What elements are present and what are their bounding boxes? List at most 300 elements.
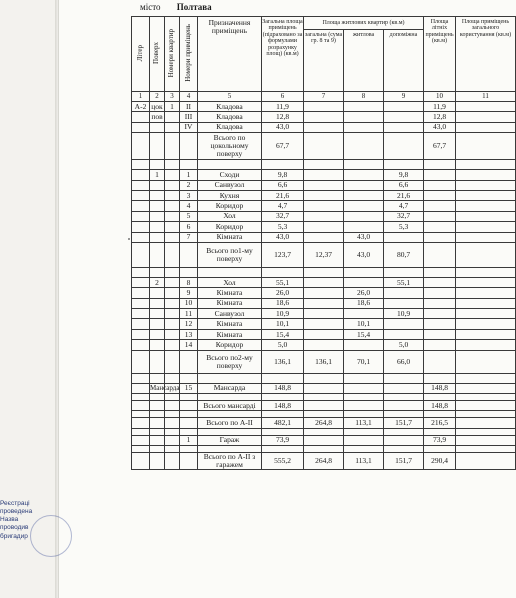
table-row [132, 329, 516, 339]
empty-cell [304, 411, 344, 418]
empty-cell [165, 428, 180, 435]
empty-cell [198, 373, 262, 383]
col-number: 2 [150, 92, 165, 102]
empty-cell [304, 394, 344, 401]
summer-cell: 216,5 [424, 418, 456, 428]
empty-cell [344, 373, 384, 383]
living-cell [344, 201, 384, 211]
auxiliary-cell [384, 329, 424, 339]
liter-cell: А-2 [132, 102, 150, 112]
apt-cell [165, 242, 180, 267]
auxiliary-cell [384, 298, 424, 308]
floor-cell: Мансарда [150, 383, 180, 392]
col-total-area: Загальна площа приміщень (підраховано за формулами розрахунку площ) (кв.м) [262, 17, 304, 92]
empty-cell [132, 446, 150, 453]
table-row [132, 232, 516, 242]
liter-cell [132, 170, 150, 180]
col-liter: Літер [132, 17, 150, 92]
liter-cell [132, 453, 150, 470]
summer-cell [424, 232, 456, 242]
nonresidential-cell [456, 180, 516, 190]
floor-cell [150, 222, 165, 232]
table-row [132, 222, 516, 232]
total-area-cell: 5,0 [262, 340, 304, 350]
total-area-cell: 43,0 [262, 122, 304, 132]
room-no-cell: 8 [180, 277, 198, 287]
liter-cell [132, 435, 150, 445]
col-number: 6 [262, 92, 304, 102]
apt-total-cell [304, 319, 344, 329]
floor-cell [150, 350, 165, 373]
note-line: Назва [0, 516, 19, 524]
apt-total-cell [304, 112, 344, 122]
empty-cell [165, 446, 180, 453]
empty-cell [132, 411, 150, 418]
empty-cell [150, 394, 165, 401]
nonresidential-cell [456, 242, 516, 267]
living-cell: 43,0 [344, 232, 384, 242]
empty-cell [304, 428, 344, 435]
margin-registration-note [0, 500, 60, 541]
nonresidential-cell [456, 190, 516, 200]
col-number: 7 [304, 92, 344, 102]
total-area-cell: 10,1 [262, 319, 304, 329]
empty-cell [132, 160, 150, 170]
empty-cell [424, 160, 456, 170]
apt-total-cell [304, 277, 344, 287]
purpose-cell: Кімната [198, 288, 262, 298]
apt-cell [165, 319, 180, 329]
empty-cell [384, 394, 424, 401]
purpose-cell: Коридор [198, 340, 262, 350]
purpose-cell: Хол [198, 211, 262, 221]
total-area-cell: 18,6 [262, 298, 304, 308]
table-row [132, 112, 516, 122]
living-cell [344, 112, 384, 122]
liter-cell [132, 350, 150, 373]
apt-total-cell [304, 435, 344, 445]
living-cell [344, 222, 384, 232]
table-row [132, 211, 516, 221]
purpose-cell: Кладова [198, 102, 262, 112]
apt-total-cell: 136,1 [304, 350, 344, 373]
liter-cell [132, 418, 150, 428]
summer-cell [424, 298, 456, 308]
room-no-cell: 3 [180, 190, 198, 200]
apt-total-cell [304, 340, 344, 350]
auxiliary-cell [384, 232, 424, 242]
summer-cell [424, 277, 456, 287]
table-body [132, 102, 516, 470]
note-line: проведена [0, 508, 33, 516]
apt-cell [165, 435, 180, 445]
table-row [132, 170, 516, 180]
note-line: Реєстраці [0, 500, 30, 507]
room-no-cell: 5 [180, 211, 198, 221]
auxiliary-cell [384, 319, 424, 329]
nonresidential-cell [456, 222, 516, 232]
apt-total-cell [304, 170, 344, 180]
empty-cell [344, 428, 384, 435]
empty-cell [304, 267, 344, 277]
empty-cell [424, 446, 456, 453]
liter-cell [132, 180, 150, 190]
auxiliary-cell: 10,9 [384, 309, 424, 319]
empty-cell [150, 411, 165, 418]
purpose-cell: Гараж [198, 435, 262, 445]
liter-cell [132, 309, 150, 319]
total-area-cell: 6,6 [262, 180, 304, 190]
total-area-cell: 12,8 [262, 112, 304, 122]
empty-cell [132, 267, 150, 277]
floor-cell: 2 [150, 277, 165, 287]
apt-total-cell [304, 133, 344, 160]
purpose-cell: Мансарда [198, 383, 262, 393]
purpose-cell: Кімната [198, 319, 262, 329]
apt-cell [165, 190, 180, 200]
living-cell: 70,1 [344, 350, 384, 373]
living-cell [344, 133, 384, 160]
living-cell [344, 190, 384, 200]
living-cell: 15,4 [344, 329, 384, 339]
col-purpose: Призначення приміщень [198, 17, 262, 92]
empty-cell [262, 160, 304, 170]
floor-cell [150, 319, 165, 329]
auxiliary-cell [384, 122, 424, 132]
empty-cell [180, 411, 198, 418]
room-no-cell: 13 [180, 329, 198, 339]
summer-cell: 43,0 [424, 122, 456, 132]
apt-total-cell [304, 401, 344, 411]
empty-cell [150, 446, 165, 453]
floor-cell [150, 190, 165, 200]
empty-cell [456, 267, 516, 277]
document-header [140, 2, 212, 12]
table-row [132, 350, 516, 373]
nonresidential-cell [456, 309, 516, 319]
total-area-cell: 73,9 [262, 435, 304, 445]
col-room-no: Номери приміщень [180, 17, 198, 92]
room-no-cell: 1 [180, 435, 198, 445]
total-area-cell: 5,3 [262, 222, 304, 232]
room-no-cell: 10 [180, 298, 198, 308]
auxiliary-cell [384, 102, 424, 112]
empty-cell [344, 446, 384, 453]
apt-total-cell: 264,8 [304, 453, 344, 470]
nonresidential-cell [456, 319, 516, 329]
table-row [132, 133, 516, 160]
table-row [132, 418, 516, 428]
empty-cell [150, 267, 165, 277]
apt-cell [165, 222, 180, 232]
nonresidential-cell [456, 329, 516, 339]
auxiliary-cell: 21,6 [384, 190, 424, 200]
apt-total-cell [304, 122, 344, 132]
auxiliary-cell: 151,7 [384, 418, 424, 428]
liter-cell [132, 201, 150, 211]
apt-cell [165, 201, 180, 211]
living-cell [344, 401, 384, 411]
auxiliary-cell [384, 112, 424, 122]
summer-cell [424, 319, 456, 329]
floor-cell [150, 201, 165, 211]
total-area-cell: 15,4 [262, 329, 304, 339]
summer-cell: 12,8 [424, 112, 456, 122]
column-number-row [132, 92, 516, 102]
floor-cell: цок [151, 101, 163, 111]
empty-cell [198, 428, 262, 435]
summer-cell [424, 329, 456, 339]
apt-total-cell [304, 232, 344, 242]
empty-cell [304, 373, 344, 383]
total-area-cell: 123,7 [262, 242, 304, 267]
living-cell: 18,6 [344, 298, 384, 308]
city-label: місто [140, 2, 161, 12]
total-area-cell: 10,9 [262, 309, 304, 319]
purpose-cell: Кладова [198, 122, 262, 132]
auxiliary-cell: 9,8 [384, 170, 424, 180]
living-cell [344, 170, 384, 180]
apt-total-cell [304, 222, 344, 232]
empty-cell [262, 267, 304, 277]
empty-cell [384, 267, 424, 277]
empty-cell [424, 428, 456, 435]
room-no-cell: 1 [180, 170, 198, 180]
floor-cell [150, 242, 165, 267]
room-no-cell: III [180, 112, 198, 122]
purpose-cell: Коридор [198, 222, 262, 232]
room-no-cell: IV [180, 122, 198, 132]
apt-total-cell [304, 329, 344, 339]
apt-total-cell [304, 298, 344, 308]
liter-cell [132, 383, 150, 393]
living-cell [344, 277, 384, 287]
total-area-cell: 43,0 [262, 232, 304, 242]
scan-speck [128, 238, 130, 240]
summer-cell [424, 201, 456, 211]
empty-cell [262, 446, 304, 453]
room-no-cell: II [180, 102, 198, 112]
empty-cell [304, 160, 344, 170]
summer-cell [424, 222, 456, 232]
room-no-cell: 9 [180, 288, 198, 298]
table-row [132, 453, 516, 470]
col-number: 10 [424, 92, 456, 102]
purpose-cell: Кімната [198, 232, 262, 242]
spacer-row [132, 267, 516, 277]
liter-cell [132, 340, 150, 350]
purpose-cell: Кухня [198, 190, 262, 200]
summer-cell: 67,7 [424, 133, 456, 160]
empty-cell [150, 373, 165, 383]
total-area-cell: 4,7 [262, 201, 304, 211]
purpose-cell: Всього по цокольному поверху [198, 133, 262, 160]
purpose-cell: Кімната [198, 298, 262, 308]
empty-cell [132, 428, 150, 435]
living-cell [344, 102, 384, 112]
apt-total-cell [304, 190, 344, 200]
floor-cell [150, 309, 165, 319]
col-number: 5 [198, 92, 262, 102]
empty-cell [198, 160, 262, 170]
floor-cell [150, 329, 165, 339]
auxiliary-cell: 4,7 [384, 201, 424, 211]
apt-cell [165, 277, 180, 287]
total-area-cell: 21,6 [262, 190, 304, 200]
apt-cell [165, 340, 180, 350]
table-row [132, 201, 516, 211]
table-header-row [132, 17, 516, 30]
empty-cell [198, 411, 262, 418]
table-row [132, 288, 516, 298]
spacer-row [132, 373, 516, 383]
auxiliary-cell [384, 435, 424, 445]
empty-cell [304, 446, 344, 453]
table-row [132, 435, 516, 445]
table-row [132, 122, 516, 132]
col-number: 8 [344, 92, 384, 102]
nonresidential-cell [456, 201, 516, 211]
total-area-cell: 136,1 [262, 350, 304, 373]
nonresidential-cell [456, 401, 516, 411]
liter-cell [132, 329, 150, 339]
apt-total-cell [304, 102, 344, 112]
nonresidential-cell [456, 211, 516, 221]
empty-cell [165, 394, 180, 401]
col-nonresidential: Площа приміщень загального користування (кв.м) [456, 17, 516, 92]
apt-total-cell [304, 180, 344, 190]
city-name: Полтава [176, 2, 212, 12]
summer-cell [424, 170, 456, 180]
col-number: 3 [165, 92, 180, 102]
apt-cell [165, 133, 180, 160]
table-row [132, 102, 516, 112]
apt-cell [165, 180, 180, 190]
nonresidential-cell [456, 453, 516, 470]
floor-cell [150, 133, 165, 160]
col-living: житлова [344, 30, 384, 92]
empty-cell [384, 160, 424, 170]
apt-cell [165, 309, 180, 319]
total-area-cell: 11,9 [262, 102, 304, 112]
purpose-cell: Сходи [198, 170, 262, 180]
floor-cell [150, 288, 165, 298]
empty-cell [180, 446, 198, 453]
total-area-cell: 9,8 [262, 170, 304, 180]
room-no-cell [180, 453, 198, 470]
nonresidential-cell [456, 122, 516, 132]
room-no-cell [180, 401, 198, 411]
purpose-cell: Коридор [198, 201, 262, 211]
summer-cell: 290,4 [424, 453, 456, 470]
liter-cell [132, 190, 150, 200]
floor-cell [150, 418, 165, 428]
living-cell [344, 122, 384, 132]
living-cell [344, 309, 384, 319]
nonresidential-cell [456, 112, 516, 122]
apt-total-cell: 12,37 [304, 242, 344, 267]
summer-cell [424, 180, 456, 190]
auxiliary-cell: 80,7 [384, 242, 424, 267]
apt-cell [165, 211, 180, 221]
floor-cell: пов [151, 112, 163, 122]
table-row [132, 340, 516, 350]
living-cell: 113,1 [344, 418, 384, 428]
nonresidential-cell [456, 435, 516, 445]
room-no-cell: 2 [180, 180, 198, 190]
empty-cell [456, 446, 516, 453]
nonresidential-cell [456, 298, 516, 308]
summer-cell: 148,8 [424, 383, 456, 393]
auxiliary-cell: 151,7 [384, 453, 424, 470]
empty-cell [424, 411, 456, 418]
living-cell [344, 211, 384, 221]
room-no-cell: 7 [180, 232, 198, 242]
col-number: 4 [180, 92, 198, 102]
spacer-row [132, 428, 516, 435]
col-living-group: Площа житлових квартир (кв.м) [304, 17, 424, 30]
living-cell: 43,0 [344, 242, 384, 267]
auxiliary-cell: 55,1 [384, 277, 424, 287]
total-area-cell: 555,2 [262, 453, 304, 470]
col-number: 1 [132, 92, 150, 102]
summer-cell [424, 350, 456, 373]
empty-cell [180, 267, 198, 277]
liter-cell [132, 242, 150, 267]
spacer-row [132, 411, 516, 418]
apt-cell: 1 [165, 102, 180, 112]
apt-cell [165, 453, 180, 470]
apt-total-cell: 264,8 [304, 418, 344, 428]
purpose-cell: Всього по1-му поверху [198, 242, 262, 267]
nonresidential-cell [456, 340, 516, 350]
apt-total-cell [304, 288, 344, 298]
summer-cell: 11,9 [424, 102, 456, 112]
auxiliary-cell: 32,7 [384, 211, 424, 221]
empty-cell [262, 373, 304, 383]
purpose-cell: Всього по А-ІІ з гаражем [198, 453, 262, 470]
floor-cell [150, 211, 165, 221]
floor-cell [150, 340, 165, 350]
apt-cell [165, 298, 180, 308]
liter-cell [132, 401, 150, 411]
liter-cell [132, 133, 150, 160]
apt-total-cell [304, 309, 344, 319]
empty-cell [456, 394, 516, 401]
empty-cell [180, 428, 198, 435]
spacer-row [132, 446, 516, 453]
room-no-cell: 11 [180, 309, 198, 319]
nonresidential-cell [456, 102, 516, 112]
empty-cell [165, 267, 180, 277]
empty-cell [165, 411, 180, 418]
apt-cell [165, 122, 180, 132]
purpose-cell: Кладова [198, 112, 262, 122]
empty-cell [424, 373, 456, 383]
living-cell [344, 435, 384, 445]
total-area-cell: 26,0 [262, 288, 304, 298]
nonresidential-cell [456, 232, 516, 242]
col-apt-no: Номери квартир [165, 17, 180, 92]
floor-cell [150, 232, 165, 242]
table-row [132, 319, 516, 329]
total-area-cell: 482,1 [262, 418, 304, 428]
room-no-cell: 6 [180, 222, 198, 232]
living-cell: 10,1 [344, 319, 384, 329]
empty-cell [384, 411, 424, 418]
liter-cell [132, 222, 150, 232]
floor-cell [150, 453, 165, 470]
